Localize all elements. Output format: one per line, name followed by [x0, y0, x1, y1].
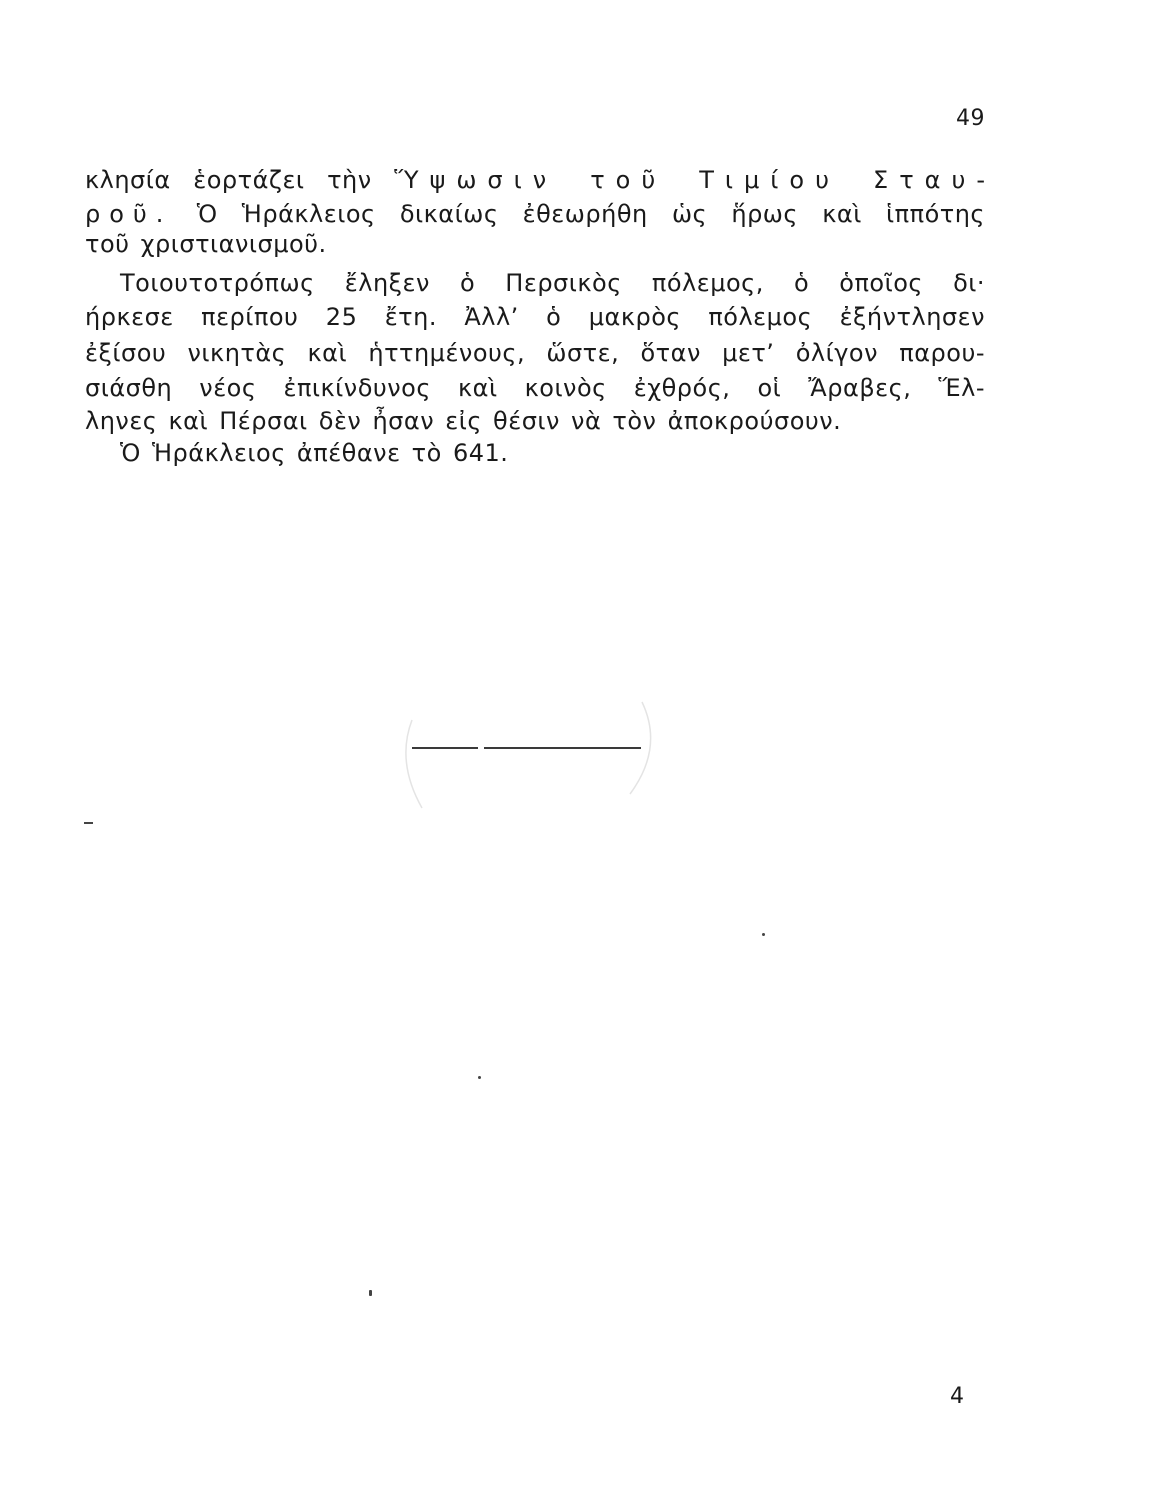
text-line	[85, 165, 997, 195]
printer-signature-mark: 4	[950, 1384, 964, 1409]
text-run: Τοιουτοτρόπως ἔληξεν ὁ Περσικὸς πόλεμος, ὁ ὁποῖος δι·	[120, 269, 985, 297]
text-line	[85, 338, 985, 368]
text-run: σιάσθη νέος ἐπικίνδυνος καὶ κοινὸς ἐχθρός, οἱ Ἄραβες, Ἕλ-	[85, 374, 985, 402]
page-number: 49	[956, 106, 985, 131]
text-line	[120, 438, 985, 468]
scan-speck	[478, 1076, 481, 1079]
text-line	[120, 268, 985, 298]
text-run: κλησία ἑορτάζει τὴν	[85, 166, 372, 194]
scan-ghost-arc-left	[406, 720, 422, 808]
text-run: ληνες καὶ Πέρσαι δὲν ἦσαν εἰς θέσιν νὰ τὸν ἀποκρούσουν.	[85, 407, 842, 435]
text-run: ήρκεσε περίπου 25 ἔτη. Ἀλλ’ ὁ μακρὸς πόλεμος ἐξήντλησεν	[85, 303, 985, 331]
letterspaced-emphasis: Ὕψωσιν τοῦ Τιμίου Σταυ-	[394, 166, 997, 194]
scan-speck	[369, 1290, 372, 1296]
letterspaced-emphasis: ροῦ.	[85, 200, 173, 228]
text-run: τοῦ χριστιανισμοῦ.	[85, 230, 327, 258]
scan-ghost-arc-right	[630, 702, 651, 794]
text-run: Ὁ Ἡράκλειος δικαίως ἐθεωρήθη ὡς ἥρως καὶ ἱππότης	[196, 200, 986, 228]
scan-speck	[84, 822, 93, 824]
text-line	[85, 373, 985, 403]
text-run: ἐξίσου νικητὰς καὶ ἡττημένους, ὥστε, ὅταν μετ’ ὀλίγον παρου-	[85, 339, 985, 367]
scan-speck	[762, 933, 765, 936]
text-line	[85, 406, 985, 436]
scan-ghost-arc	[380, 690, 680, 830]
text-line	[85, 229, 985, 259]
text-run: Ὁ Ἡράκλειος ἀπέθανε τὸ 641.	[120, 439, 509, 467]
text-line	[85, 302, 985, 332]
text-line	[85, 199, 985, 229]
